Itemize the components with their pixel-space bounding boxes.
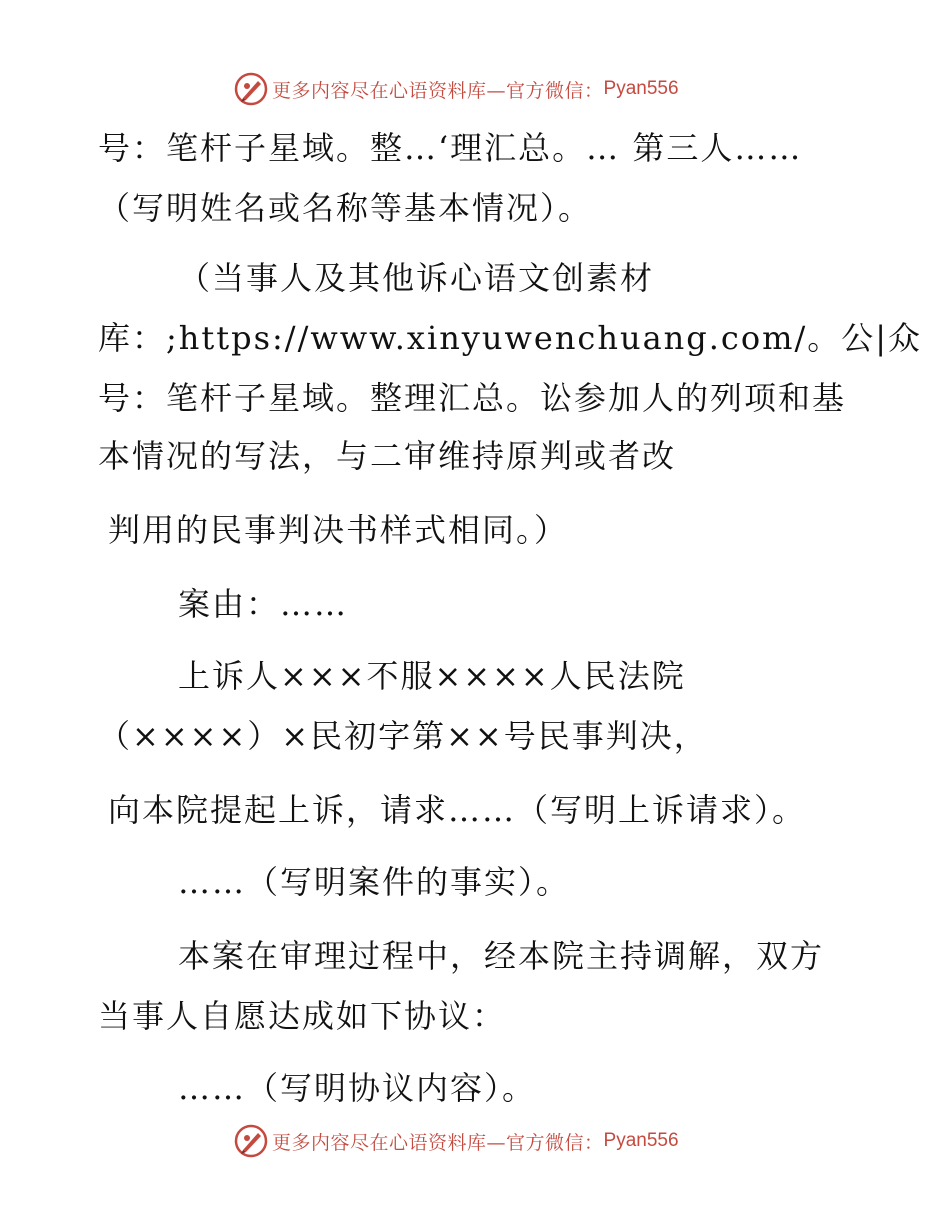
banner-wechat-id: Pyan556 <box>603 1130 679 1151</box>
text-line-9: 上诉人×××不服××××人民法院 <box>178 657 686 695</box>
pen-logo-icon <box>234 72 268 106</box>
banner-wechat-id: Pyan556 <box>603 78 679 99</box>
text-line-7: 判用的民事判决书样式相同。） <box>108 511 569 549</box>
text-line-3: （当事人及其他诉心语文创素材 <box>178 259 655 297</box>
pen-logo-icon <box>234 1124 268 1158</box>
text-line-14: 当事人自愿达成如下协议： <box>98 997 507 1035</box>
text-line-13: 本案在审理过程中，经本院主持调解，双方 <box>178 937 825 975</box>
text-line-12: ……（写明案件的事实）。 <box>178 863 571 901</box>
text-line-5: 号：笔杆子星域。整理汇总。讼参加人的列项和基 <box>98 379 847 417</box>
text-line-11: 向本院提起上诉，请求……（写明上诉请求）。 <box>108 791 807 829</box>
text-line-8: 案由：…… <box>178 585 349 623</box>
banner-text: 更多内容尽在心语资料库—官方微信： <box>272 79 604 102</box>
text-line-10: （××××）×民初字第××号民事判决， <box>98 717 708 755</box>
text-line-2: （写明姓名或名称等基本情况）。 <box>98 189 593 227</box>
text-line-4: 库：;https://www.xinyuwenchuang.com/。公|众 <box>98 319 923 357</box>
text-line-1: 号：笔杆子星域。整…‘理汇总。… 第三人…… <box>98 129 803 167</box>
banner-text: 更多内容尽在心语资料库—官方微信： <box>272 1131 604 1154</box>
header-banner <box>234 72 679 106</box>
text-line-15: ……（写明协议内容）。 <box>178 1069 537 1107</box>
text-line-6: 本情况的写法，与二审维持原判或者改 <box>98 437 677 475</box>
footer-banner <box>234 1124 679 1158</box>
